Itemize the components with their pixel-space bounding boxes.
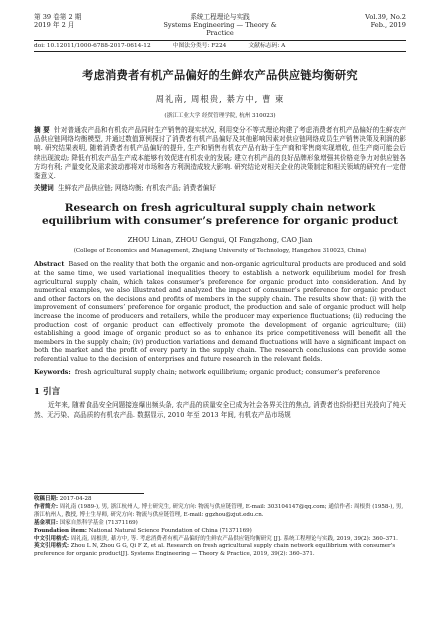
- doi: doi: 10.12011/1000-6788-2017-0614-12: [34, 42, 151, 49]
- document-code: 文献标志码: A: [248, 42, 286, 49]
- footnote-text: National Natural Science Foundation of China (71371169): [88, 527, 252, 534]
- footnote-funding-cn: [34, 520, 406, 528]
- clc-number: 中图法分类号: F224: [172, 42, 227, 49]
- authors-en: ZHOU Linan, ZHOU Gengui, QI Fangzhong, CAO Jian: [127, 236, 313, 245]
- keywords-en: [34, 368, 406, 377]
- authors-cn: 周礼南, 周根贵, 綦方中, 曹 柬: [155, 93, 285, 104]
- footnote-label: 基金项目:: [34, 519, 59, 526]
- footnote-label: 英文引用格式:: [34, 543, 70, 550]
- keywords-cn-text: 生鲜农产品供应链; 网络均衡; 有机农产品; 消费者偏好: [57, 184, 216, 193]
- footnote-funding-en: [34, 528, 406, 536]
- journal-name-en: Systems Engineering — Theory & Practice: [163, 21, 277, 38]
- affiliation-en: (College of Economics and Management, Zhejiang University of Technology, Hangzhou 310023, China): [73, 248, 367, 255]
- footnote-label: 作者简介:: [34, 503, 59, 510]
- meta-divider: [34, 51, 406, 52]
- footnote-text: 周礼南, 周根贵, 綦方中, 等. 考虑消费者有机产品偏好的生鲜农产品供应链均衡研究 [J]. 系统工程理论与实践, 2019, 39(2): 360–371.: [70, 535, 398, 542]
- footnote-text: 2017-04-28: [59, 496, 92, 502]
- footnote-text: 周礼南 (1989-), 男, 浙江杭州人, 博士研究生, 研究方向: 物流与供应链管理, E-mail: 303104147@qq.com; 通信作者: 周根贵 (1958-), 男, 浙江杭州人, 教授, 博士生导师, 研究方向: 物流与供应链管理, E-mail: ggzhou@zjut.edu.cn.: [34, 503, 404, 518]
- keywords-en-label: Keywords:: [34, 367, 71, 376]
- header-divider: [34, 40, 406, 41]
- abstract-cn-label: 摘 要: [34, 125, 50, 134]
- abstract-en-text: Based on the reality that both the organic and non-organic agricultural products are produced and sold at the same time, we used variational inequalities theory to establish a network equilibrium model for fresh agricultural supply chain, which takes consumer’s preference for organic product into consideration. And by numerical examples, we also illustrated and analyzed the impact of consumer’s preference for organic product and other factors on the decisions and profits of members in the supply chain. The results show that: (i) with the improvement of consumers’ preference for organic product, the production and sale of organic product will help increase the income of producers and retailers, while the producer may experience fluctuations; (ii) reducing the production cost of organic product can effectively promote the development of organic agriculture; (iii) establishing a good image of organic product so as to enhance its price competitiveness will benefit all the members in the supply chain; (iv) production variations and demand fluctuations will have a significant impact on both the market and the profit of every party in the supply chain. The research conclusions can provide some referential value to the decision of enterprises and future research in the relevant fields.: [34, 260, 406, 363]
- abstract-cn-text: 针对普通农产品和有机农产品同时生产销售的现实状况, 利用变分不等式理论构建了考虑消费者有机产品偏好的生鲜农产品供应链网络均衡模型, 并通过数值算例探讨了消费者有机产品偏好及其他影响因素对供应链网络成员生产销售决策及利润的影响. 研究结果表明, 随着消费者有机产品偏好的提升, 生产和销售有机农产品有助于生产商和零售商实现增收, 但生产商可能会后续出现波动; 降低有机农产品生产成本能够有效促进有机农业的发展; 建立有机产品的良好品牌形象增强其价格竞争力对供应链各方均有利; 产量变化及需求波动都将对市场和各方利润造成较大影响. 研究结论对相关企业的决策制定和相关领域的研究有一定借鉴意义.: [34, 125, 406, 181]
- keywords-en-text: fresh agricultural supply chain; network equilibrium; organic product; consumer’s preference: [74, 367, 381, 376]
- footnote-label: Foundation item:: [34, 527, 87, 534]
- volume-en: Vol.39, No.2: [365, 13, 406, 21]
- keywords-cn: [34, 184, 406, 193]
- article-meta: [34, 42, 406, 51]
- running-header-top: [34, 0, 406, 21]
- footnote-divider: [34, 493, 144, 494]
- journal-name-cn: 系统工程理论与实践: [190, 13, 250, 21]
- footnotes: [34, 493, 406, 559]
- abstract-en-label: Abstract: [34, 260, 65, 269]
- footnote-author-bio: [34, 504, 406, 520]
- section-heading-introduction: 1 引言: [34, 387, 61, 398]
- date-en: Feb., 2019: [370, 21, 406, 30]
- title-en: Research on fresh agricultural supply chain network equilibrium with consumer’s preference for organic product: [41, 202, 399, 227]
- footnote-text: Zhou L N, Zhou G G, Qi F Z, et al. Research on fresh agricultural supply chain network equilibrium with consumer’s preference for organic product[J]. Systems Engineering — Theory & Practice, 2019, 39(2): 360–371.: [34, 543, 396, 558]
- volume-cn: 第 39 卷第 2 期: [34, 13, 82, 21]
- date-cn: 2019 年 2 月: [34, 21, 75, 30]
- section-introduction-text: 近年来, 随着食品安全问题接连爆出频头条, 农产品的质量安全已成为社会各界关注的焦点, 消费者也纷纷把目光投向了纯天然、无污染、高品质的有机农产品. 数据显示, 2010 年至 2013 年间, 有机农产品市场规: [34, 401, 406, 419]
- affiliation-cn: (浙江工业大学 经贸管理学院, 杭州 310023): [164, 112, 276, 119]
- footnote-received: [34, 496, 406, 504]
- abstract-cn: [34, 126, 406, 182]
- title-cn: 考虑消费者有机产品偏好的生鲜农产品供应链均衡研究: [82, 67, 358, 82]
- footnote-text: 国家自然科学基金 (71371169): [59, 519, 138, 526]
- keywords-cn-label: 关键词: [34, 184, 54, 193]
- footnote-label: 中文引用格式:: [34, 535, 70, 542]
- footnote-label: 收稿日期:: [34, 496, 59, 502]
- running-header-bottom: [34, 21, 406, 37]
- footnote-citation-en: [34, 543, 406, 559]
- abstract-en: [34, 260, 406, 363]
